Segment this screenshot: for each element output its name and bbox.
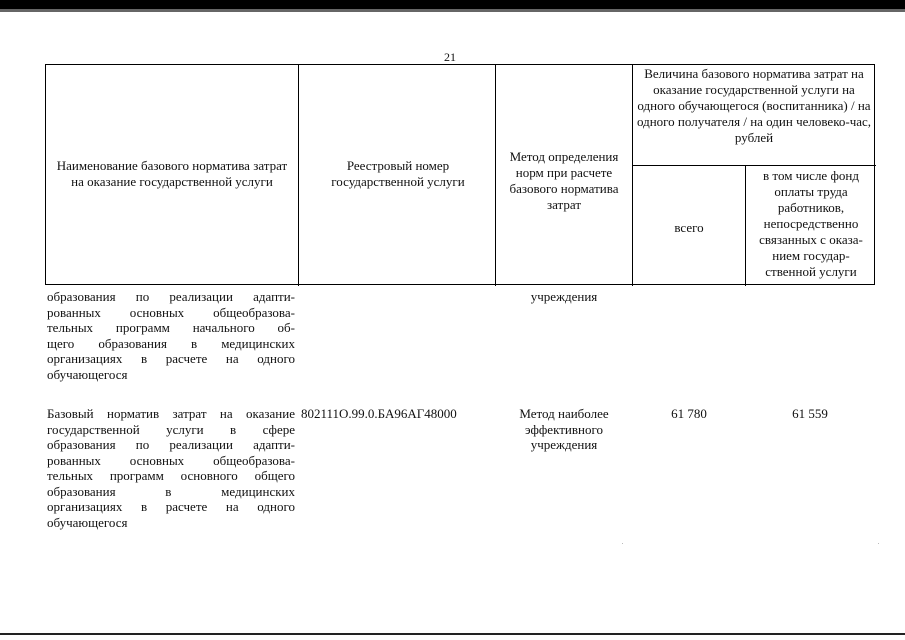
- header-registry-number: Реестровый номер государственной услуги: [331, 158, 465, 189]
- row-2-total: 61 780: [671, 406, 707, 421]
- row-1-method: [497, 289, 631, 305]
- row-1-name-line: обучающегося: [47, 366, 128, 382]
- row-2-name-line: образования в медицинских: [47, 483, 295, 499]
- row-1-name-line: щего образования в медицинских: [47, 335, 295, 351]
- row-1-name-line: тельных программ начального об-: [47, 320, 295, 335]
- row-1-name-line: образования по реализации адапти-: [47, 289, 295, 304]
- row-1-method-line: учреждения: [530, 289, 598, 304]
- row-1-name-line: организациях в расчете на одного: [47, 351, 295, 366]
- row-2-registry-number: 802111О.99.0.БА96АГ48000: [301, 406, 457, 421]
- scan-top-border: [0, 0, 905, 9]
- header-value-group: Величина базового норматива затрат на оказание государственной услуги на одного обучающегося (воспитанника) / на одного получателя / на один человеко-час, рублей: [636, 66, 872, 145]
- scan-top-border-shadow: [0, 9, 905, 12]
- row-2-name-line: образования по реализации адапти-: [47, 437, 295, 452]
- row-2-method-line: Метод наиболее: [519, 406, 609, 421]
- row-2-including: 61 559: [792, 406, 828, 421]
- page-number: 21: [444, 50, 456, 64]
- header-method: Метод определения норм при расчете базового норматива затрат: [509, 149, 619, 212]
- row-1-name: [47, 289, 295, 382]
- row-2-name-line: рованных основных общеобразова-: [47, 452, 295, 468]
- row-2-method-line: учреждения: [530, 437, 598, 452]
- header-including: в том числе фонд оплаты труда работников, непосредственно связанных с оказа-нием государ-ственной услуги: [759, 168, 863, 279]
- row-2-name-line: Базовый норматив затрат на оказание: [47, 406, 295, 421]
- header-name: Наименование базового норматива затрат на оказание государственной услуги: [56, 158, 288, 189]
- col-divider-4: [745, 166, 746, 286]
- row-2-name-line: тельных программ основного общего: [47, 468, 295, 483]
- header-total: всего: [674, 220, 704, 235]
- table-header: [45, 64, 875, 285]
- scan-bottom-border: [0, 633, 905, 635]
- row-2-name-line: организациях в расчете на одного: [47, 499, 295, 514]
- row-2-name-line: государственной услуги в сфере: [47, 421, 295, 437]
- row-2-name-line: обучающегося: [47, 514, 128, 530]
- row-2-method-line: эффективного: [525, 421, 603, 437]
- row-2-method: [497, 406, 631, 453]
- col-divider-1: [298, 65, 299, 286]
- row-1-name-line: рованных основных общеобразова-: [47, 304, 295, 320]
- scan-speck: [622, 543, 623, 544]
- scan-speck: [878, 543, 879, 544]
- row-2-name: [47, 406, 295, 530]
- value-group-divider: [632, 165, 876, 166]
- col-divider-2: [495, 65, 496, 286]
- col-divider-3: [632, 65, 633, 286]
